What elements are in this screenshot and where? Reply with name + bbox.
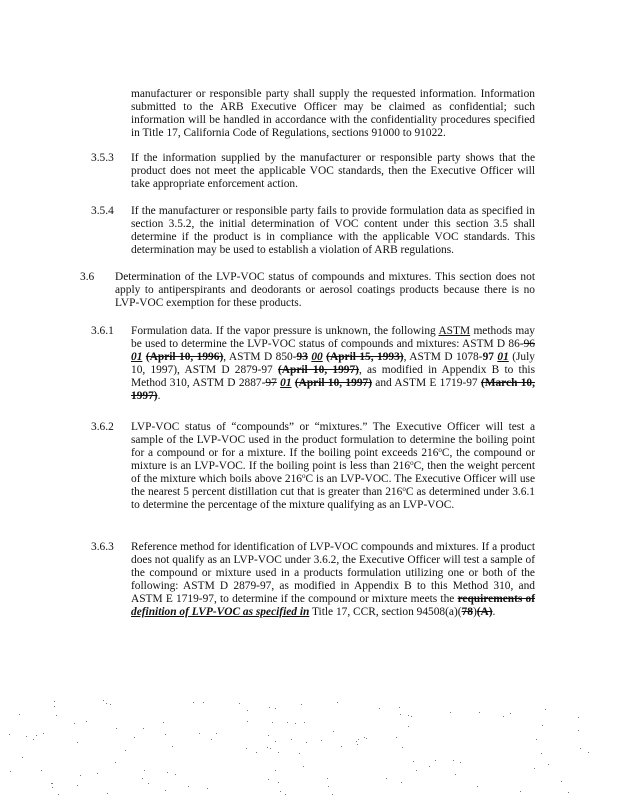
noise-dot — [52, 787, 53, 788]
noise-dot — [56, 715, 57, 716]
noise-dot — [275, 741, 276, 742]
noise-dot — [142, 778, 143, 779]
noise-dot — [399, 707, 400, 708]
text-run: 93 — [296, 351, 308, 363]
noise-dot — [402, 747, 403, 748]
noise-dot — [275, 770, 276, 771]
noise-dot — [256, 752, 257, 753]
noise-dot — [54, 706, 55, 707]
text-run: (April 10, 1996) — [145, 351, 224, 363]
noise-dot — [287, 722, 288, 723]
noise-dot — [534, 768, 535, 769]
text-run: (A) — [476, 606, 493, 618]
noise-dot — [408, 715, 409, 716]
noise-dot — [541, 753, 542, 754]
noise-dot — [275, 708, 276, 709]
text-run: If the information supplied by the manufacturer or responsible party shows that the product does not meet the applicable VOC standards, then the Executive Officer will take appropriate enforcement action. — [131, 152, 535, 190]
text-run: 00 — [311, 351, 323, 363]
noise-dot — [272, 722, 273, 723]
text-run: Title 17, CCR, section 94508(a)( — [309, 606, 462, 618]
text-run: ) — [472, 606, 477, 618]
text-run: o — [402, 485, 406, 493]
noise-dot — [561, 781, 562, 782]
noise-dot — [503, 716, 504, 717]
noise-dot — [211, 739, 212, 740]
paragraph-3-5-4 — [131, 205, 535, 257]
noise-dot — [239, 703, 240, 704]
noise-dot — [588, 752, 589, 753]
paragraph-3-6-2 — [131, 421, 535, 512]
noise-dot — [278, 782, 279, 783]
noise-dot — [163, 722, 164, 723]
noise-dot — [175, 774, 176, 775]
text-run: 01 — [497, 351, 509, 363]
noise-dot — [144, 770, 145, 771]
noise-dot — [97, 773, 98, 774]
noise-dot — [77, 785, 78, 786]
noise-dot — [536, 739, 537, 740]
noise-dot — [172, 746, 173, 747]
noise-dot — [26, 736, 27, 737]
noise-dot — [337, 702, 338, 703]
noise-dot — [22, 757, 23, 758]
noise-dot — [165, 734, 166, 735]
noise-dot — [304, 722, 305, 723]
noise-dot — [408, 726, 409, 727]
noise-dot — [167, 772, 168, 773]
noise-dot — [51, 783, 52, 784]
noise-dot — [332, 794, 333, 795]
noise-dot — [41, 770, 42, 771]
noise-dot — [125, 750, 126, 751]
text-run: , as modified in Appendix B to this Method 310, ASTM D 2887- — [131, 364, 536, 389]
noise-dot — [58, 794, 59, 795]
noise-dot — [103, 700, 104, 701]
noise-dot — [43, 733, 44, 734]
noise-dot — [301, 704, 302, 705]
noise-dot — [268, 779, 269, 780]
noise-dot — [33, 739, 34, 740]
section-number-3-6: 3.6 — [80, 271, 95, 283]
noise-dot — [19, 714, 20, 715]
noise-dot — [10, 771, 11, 772]
noise-dot — [280, 791, 281, 792]
text-run: (March 10, 1997) — [131, 377, 535, 402]
noise-dot — [341, 746, 342, 747]
noise-dot — [115, 762, 116, 763]
noise-dot — [9, 734, 10, 735]
noise-dot — [165, 790, 166, 791]
noise-dot — [143, 728, 144, 729]
text-run: C, then the weight percent of the mixture which boils above 216 — [131, 460, 535, 485]
noise-dot — [578, 730, 579, 731]
noise-dot — [106, 703, 107, 704]
noise-dot — [450, 712, 451, 713]
text-run: 01 — [131, 351, 143, 363]
paragraph-3-6-3 — [131, 541, 535, 619]
noise-dot — [379, 708, 380, 709]
paragraph-3-6-1 — [131, 325, 535, 403]
text-run: (April 15, 1993) — [326, 351, 404, 363]
noise-dot — [207, 788, 208, 789]
noise-dot — [285, 794, 286, 795]
noise-dot — [110, 704, 111, 705]
text-run: , ASTM D 850- — [223, 351, 297, 363]
noise-dot — [54, 701, 55, 702]
noise-dot — [435, 760, 436, 761]
noise-dot — [321, 740, 322, 741]
text-run: requirements of — [457, 593, 535, 605]
noise-dot — [429, 766, 430, 767]
noise-dot — [269, 707, 270, 708]
noise-dot — [479, 712, 480, 713]
noise-dot — [460, 762, 461, 763]
noise-dot — [396, 737, 397, 738]
paragraph-3-6 — [115, 271, 535, 310]
noise-dot — [545, 709, 546, 710]
noise-dot — [453, 760, 454, 761]
noise-dot — [295, 723, 296, 724]
text-run: manufacturer or responsible party shall supply the requested information. Information submitted to the ARB Executive Officer may be claimed as confidential; such information will be handled in accordance with the confidentiality procedures specified in Title 17, California Code of Regulations, sections 91000 to 91022. — [131, 88, 535, 139]
text-run: C as determined under 3.6.1 to determine the percentage of the mixture qualifying as an LVP-VOC. — [131, 486, 535, 511]
noise-dot — [107, 793, 108, 794]
text-run: . — [157, 390, 161, 402]
noise-dot — [306, 742, 307, 743]
text-run: (April 10, 1997) — [294, 377, 372, 389]
noise-dot — [477, 786, 478, 787]
text-run: 96 — [523, 338, 535, 350]
noise-dot — [148, 783, 149, 784]
noise-dot — [520, 791, 521, 792]
text-run: C is an LVP-VOC. The Executive Officer will use the nearest 5 percent distillation cut that is greater than 216 — [131, 473, 535, 498]
noise-dot — [270, 748, 271, 749]
section-number-3-6-1: 3.6.1 — [91, 325, 114, 337]
noise-dot — [291, 739, 292, 740]
noise-dot — [366, 738, 367, 739]
noise-dot — [246, 748, 247, 749]
noise-dot — [193, 702, 194, 703]
noise-dot — [328, 786, 329, 787]
text-run: o — [410, 459, 414, 467]
noise-dot — [80, 775, 81, 776]
noise-dot — [400, 714, 401, 715]
text-run: and ASTM E 1719-97 — [372, 377, 481, 389]
text-run: Determination of the LVP-VOC status of compounds and mixtures. This section does not apply to antiperspirants and deodorants or aerosol coatings products because there is no LVP-VOC exemption for these products. — [115, 271, 535, 309]
noise-dot — [278, 752, 279, 753]
noise-dot — [357, 744, 358, 745]
noise-dot — [386, 778, 387, 779]
text-run: o — [301, 472, 306, 480]
text-run: C, the compound or mixture is an LVP-VOC. If the boiling point is less than 216 — [131, 447, 535, 472]
noise-dot — [203, 702, 204, 703]
text-run: (April 10, 1997) — [277, 364, 359, 376]
text-run: 97 — [265, 377, 277, 389]
noise-dot — [199, 733, 200, 734]
noise-dot — [358, 739, 359, 740]
section-number-3-5-4: 3.5.4 — [91, 205, 114, 217]
noise-dot — [510, 713, 511, 714]
noise-dot — [77, 742, 78, 743]
text-run: LVP-VOC status of “compounds” or “mixtures.” The Executive Officer will test a sample of the LVP-VOC used in the product formulation to determine the boiling point for a compound or for a mixture. If the boiling point exceeds 216 — [131, 421, 535, 459]
text-run: o — [438, 446, 442, 454]
noise-dot — [333, 731, 334, 732]
noise-dot — [356, 741, 357, 742]
noise-dot — [268, 735, 269, 736]
noise-dot — [455, 774, 456, 775]
text-run: Reference method for identification of LVP-VOC compounds and mixtures. If a product does not qualify as an LVP-VOC under 3.6.2, the Executive Officer will test a sample of the compound or mixture used in a products formulation utilizing one or both of the following: ASTM D 2879-97, as modified in Appendix B to this Method 310, and ASTM E 1719-97, to determine if the compound or mixture meets the — [131, 541, 535, 605]
section-number-3-6-3: 3.6.3 — [91, 541, 114, 553]
noise-dot — [134, 737, 135, 738]
noise-dot — [267, 747, 268, 748]
paragraph-3-5-3 — [131, 152, 535, 191]
noise-dot — [568, 792, 569, 793]
noise-dot — [36, 735, 37, 736]
section-number-3-6-2: 3.6.2 — [91, 421, 114, 433]
noise-dot — [364, 737, 365, 738]
noise-dot — [247, 710, 248, 711]
text-run: If the manufacturer or responsible party fails to provide formulation data as specified in section 3.5.2, the initial determination of VOC content under this section 3.5 shall determine if the product is in compliance with the applicable VOC standards. This determination may be used to establish a violation of ARB regulations. — [131, 205, 535, 256]
text-run: (July 10, 1997), ASTM D 2879-97 — [131, 351, 535, 376]
section-number-3-5-3: 3.5.3 — [91, 152, 114, 164]
paragraph-intro — [131, 88, 535, 140]
text-run: definition of LVP-VOC as specified in — [131, 606, 310, 618]
noise-dot — [188, 786, 189, 787]
text-run: ASTM — [438, 325, 471, 337]
text-run: 97 — [482, 351, 494, 363]
noise-dot — [580, 748, 581, 749]
text-run: Formulation data. If the vapor pressure is unknown, the following — [131, 325, 439, 337]
noise-dot — [416, 770, 417, 771]
text-run: 78 — [461, 606, 473, 618]
noise-dot — [216, 733, 217, 734]
noise-dot — [86, 721, 87, 722]
noise-dot — [548, 764, 549, 765]
noise-dot — [401, 782, 402, 783]
text-run: . — [492, 606, 496, 618]
noise-dot — [411, 716, 412, 717]
noise-dot — [116, 728, 117, 729]
text-run: methods may be used to determine the LVP-VOC status of compounds and mixtures: ASTM D 86- — [131, 325, 535, 350]
noise-dot — [542, 725, 543, 726]
noise-dot — [303, 766, 304, 767]
noise-dot — [247, 721, 248, 722]
noise-dot — [578, 717, 579, 718]
noise-dot — [52, 783, 53, 784]
noise-dot — [327, 778, 328, 779]
text-run: , ASTM D 1078- — [403, 351, 483, 363]
noise-dot — [413, 761, 414, 762]
noise-dot — [74, 723, 75, 724]
text-run: 01 — [280, 377, 292, 389]
noise-dot — [299, 753, 300, 754]
